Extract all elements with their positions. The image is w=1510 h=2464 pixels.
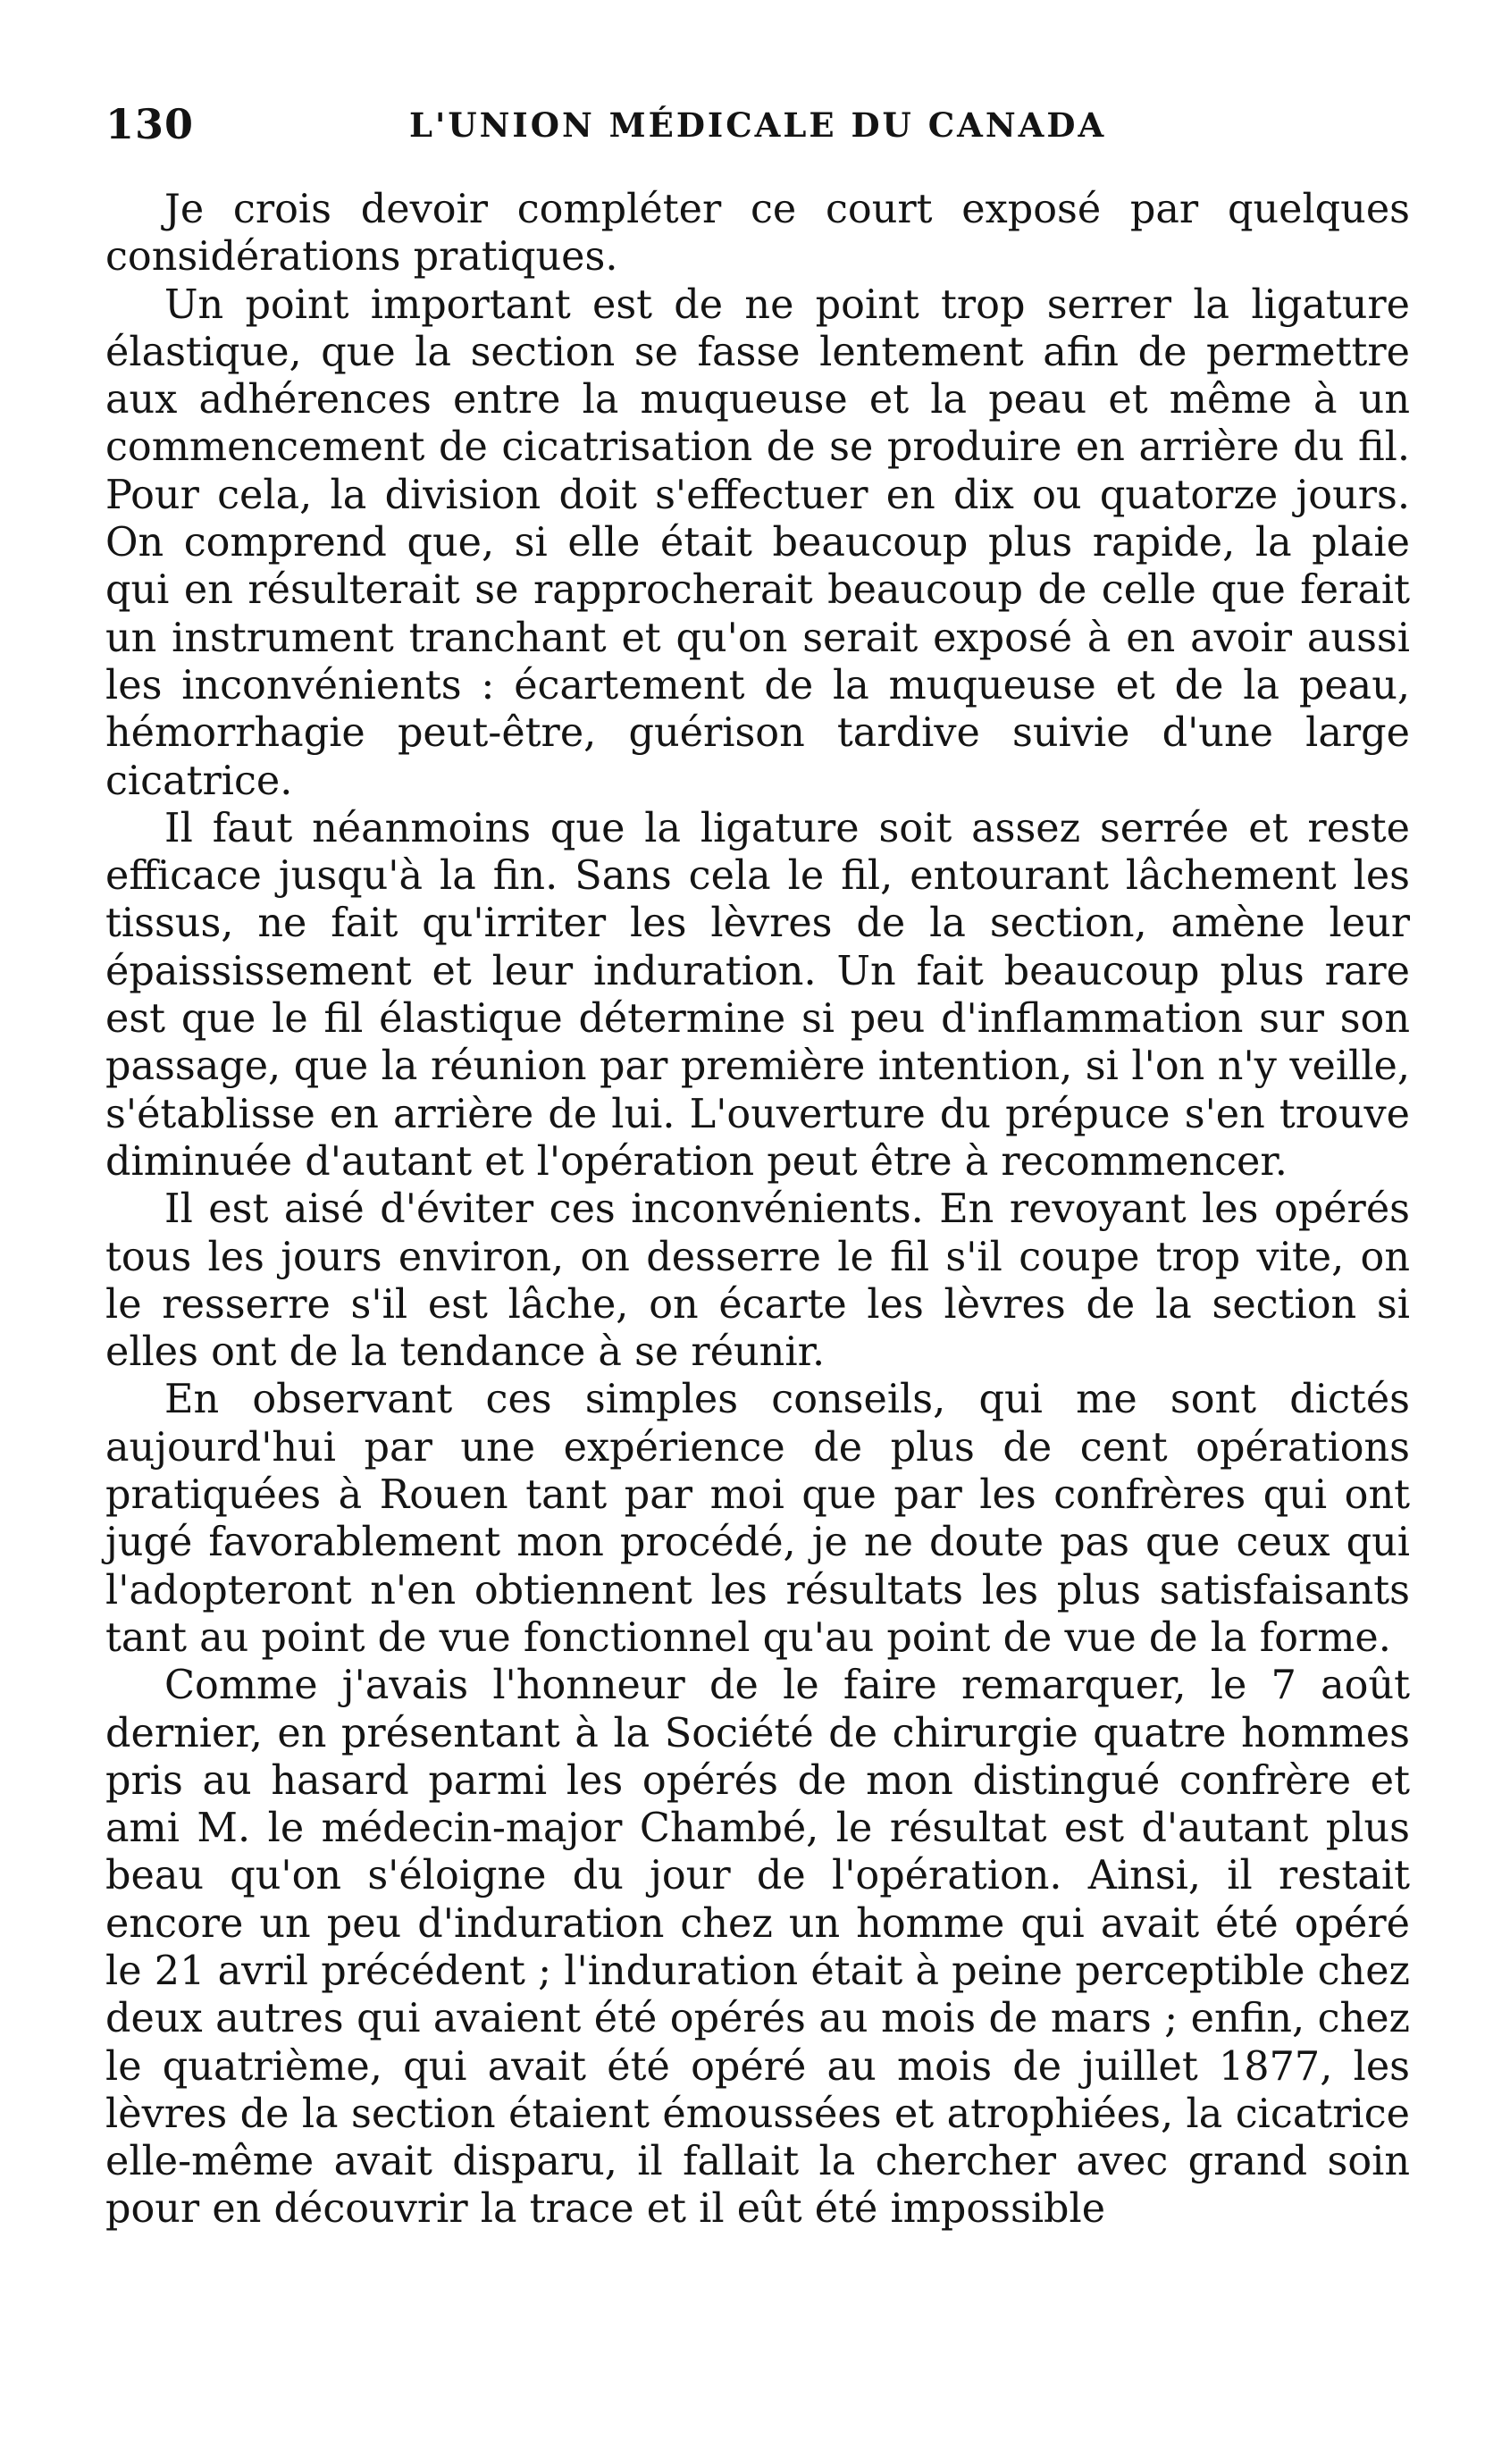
paragraph-considerations: Je crois devoir compléter ce court exposé par quelques considérations pratiques. [105, 187, 1410, 281]
paragraph-results: Comme j'avais l'honneur de le faire remarquer, le 7 août dernier, en présentant à la Société de chirurgie quatre hommes pris au hasard parmi les opérés de mon distingué confrère et ami M. le médecin-major Chambé, le résultat est d'autant plus beau qu'on s'éloigne du jour de l'opération. Ainsi, il restait encore un peu d'induration chez un homme qui avait été opéré le 21 avril précédent ; l'induration était à peine perceptible chez deux autres qui avaient été opérés au mois de mars ; enfin, chez le quatrième, qui avait été opéré au mois de juillet 1877, les lèvres de la section étaient émoussées et atrophiées, la cicatrice elle-même avait disparu, il fallait la chercher avec grand soin pour en découvrir la trace et il eût été impossible [105, 1663, 1410, 2233]
paragraph-ligature-efficacy: Il faut néanmoins que la ligature soit assez serrée et reste efficace jusqu'à la fin. Sans cela le fil, entourant lâchement les tissus, ne fait qu'irriter les lèvres de la section, amène leur épaississement et leur induration. Un fait beaucoup plus rare est que le fil élastique détermine si peu d'inflammation sur son passage, que la réunion par première intention, si l'on n'y veille, s'établisse en arrière de lui. L'ouverture du prépuce s'en trouve diminuée d'autant et l'opération peut être à recommencer. [105, 805, 1410, 1185]
page-number: 130 [105, 100, 195, 148]
journal-title: L'UNION MÉDICALE DU CANADA [409, 105, 1107, 145]
running-head [105, 100, 1410, 154]
paragraph-advice: En observant ces simples conseils, qui me sont dictés aujourd'hui par une expérience de plus de cent opérations pratiquées à Rouen tant par moi que par les confrères qui ont jugé favorablement mon procédé, je ne doute pas que ceux qui l'adopteront n'en obtiennent les résultats les plus satisfaisants tant au point de vue fonctionnel qu'au point de vue de la forme. [105, 1377, 1410, 1661]
paragraph-ligature-tension: Un point important est de ne point trop serrer la ligature élastique, que la section se fasse lentement afin de permettre aux adhérences entre la muqueuse et la peau et même à un commencement de cicatrisation de se produire en arrière du fil. Pour cela, la division doit s'effectuer en dix ou quatorze jours. On comprend que, si elle était beaucoup plus rapide, la plaie qui en résulterait se rapprocherait beaucoup de celle que ferait un instrument tranchant et qu'on serait exposé à en avoir aussi les inconvénients : écartement de la muqueuse et de la peau, hémorrhagie peut-être, guérison tardive suivie d'une large cicatrice. [105, 281, 1410, 804]
body-text [105, 186, 1410, 2234]
paragraph-avoiding-inconveniences: Il est aisé d'éviter ces inconvénients. En revoyant les opérés tous les jours environ, on desserre le fil s'il coupe trop vite, on le resserre s'il est lâche, on écarte les lèvres de la section si elles ont de la tendance à se réunir. [105, 1186, 1410, 1376]
